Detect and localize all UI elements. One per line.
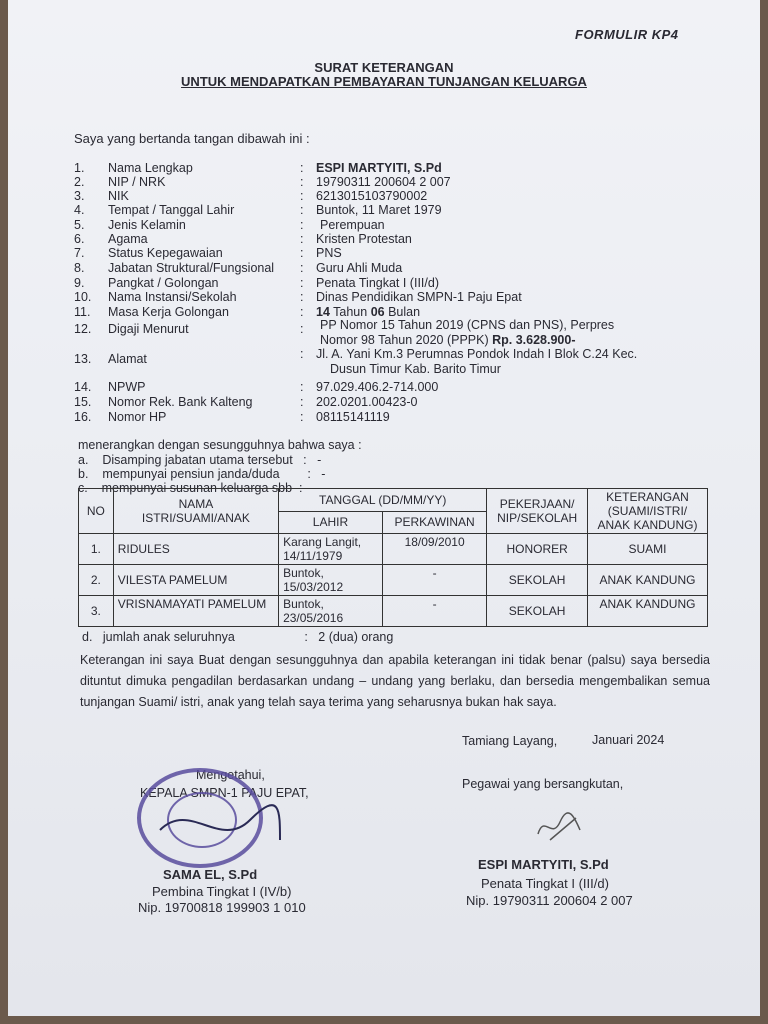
declare-item: a. Disamping jabatan utama tersebut : - [78, 453, 322, 467]
place: Tamiang Layang, [462, 734, 558, 748]
family-table [78, 488, 708, 627]
left-sign-name: SAMA EL, S.Pd [163, 867, 258, 882]
form-code: FORMULIR KP4 [575, 27, 679, 42]
table-header-row: NO NAMA ISTRI/SUAMI/ANAK TANGGAL (DD/MM/YY) PEKERJAAN/ NIP/SEKOLAH KETERANGAN (SUAMI/ISTRI/ ANAK KANDUNG) [79, 489, 708, 512]
salary-amount: Rp. 3.628.900- [492, 333, 576, 347]
document-title: SURAT KETERANGAN [314, 60, 454, 75]
date: Januari 2024 [592, 733, 665, 747]
right-sign-name: ESPI MARTYITI, S.Pd [478, 857, 609, 872]
declare-intro: menerangkan dengan sesungguhnya bahwa saya : [78, 438, 362, 452]
intro-text: Saya yang bertanda tangan dibawah ini : [74, 131, 310, 146]
left-sign-line2: KEPALA SMPN-1 PAJU EPAT, [140, 786, 309, 800]
right-sign-line1: Pegawai yang bersangkutan, [462, 777, 624, 791]
right-sign-rank: Penata Tingkat I (III/d) [481, 876, 609, 891]
left-sign-nip: Nip. 19700818 199903 1 010 [138, 900, 306, 915]
declare-item: c. mempunyai susunan keluarga sbb : [78, 481, 303, 495]
document-subtitle: UNTUK MENDAPATKAN PEMBAYARAN TUNJANGAN KELUARGA [181, 74, 587, 89]
declare-item: b. mempunyai pensiun janda/duda : - [78, 467, 326, 481]
table-row: 3. VRISNAMAYATI PAMELUM Buntok, 23/05/2016 - SEKOLAH ANAK KANDUNG [79, 596, 708, 627]
table-subheader-row: LAHIR PERKAWINAN [79, 511, 708, 534]
statement-paragraph: Keterangan ini saya Buat dengan sesungguhnya dan apabila keterangan ini tidak benar (palsu) saya bersedia dituntut dimuka pengadilan berdasarkan undang – undang yang berlaku, dan bersedia mengembalikan semua tunjangan Suami/ istri, anak yang telah saya terima yang seharusnya bukan hak saya. [80, 653, 710, 709]
table-row: 1. RIDULES Karang Langit, 14/11/1979 18/09/2010 HONORER SUAMI [79, 534, 708, 565]
children-total: d. jumlah anak seluruhnya : 2 (dua) orang [82, 630, 394, 644]
right-signature-mark [530, 810, 590, 846]
employee-name: ESPI MARTYITI, S.Pd [316, 161, 442, 175]
left-sign-line1: Mengetahui, [196, 768, 265, 782]
table-row: 2. VILESTA PAMELUM Buntok, 15/03/2012 - SEKOLAH ANAK KANDUNG [79, 565, 708, 596]
left-sign-rank: Pembina Tingkat I (IV/b) [152, 884, 292, 899]
left-signature-mark [150, 790, 290, 860]
right-sign-nip: Nip. 19790311 200604 2 007 [466, 893, 633, 908]
